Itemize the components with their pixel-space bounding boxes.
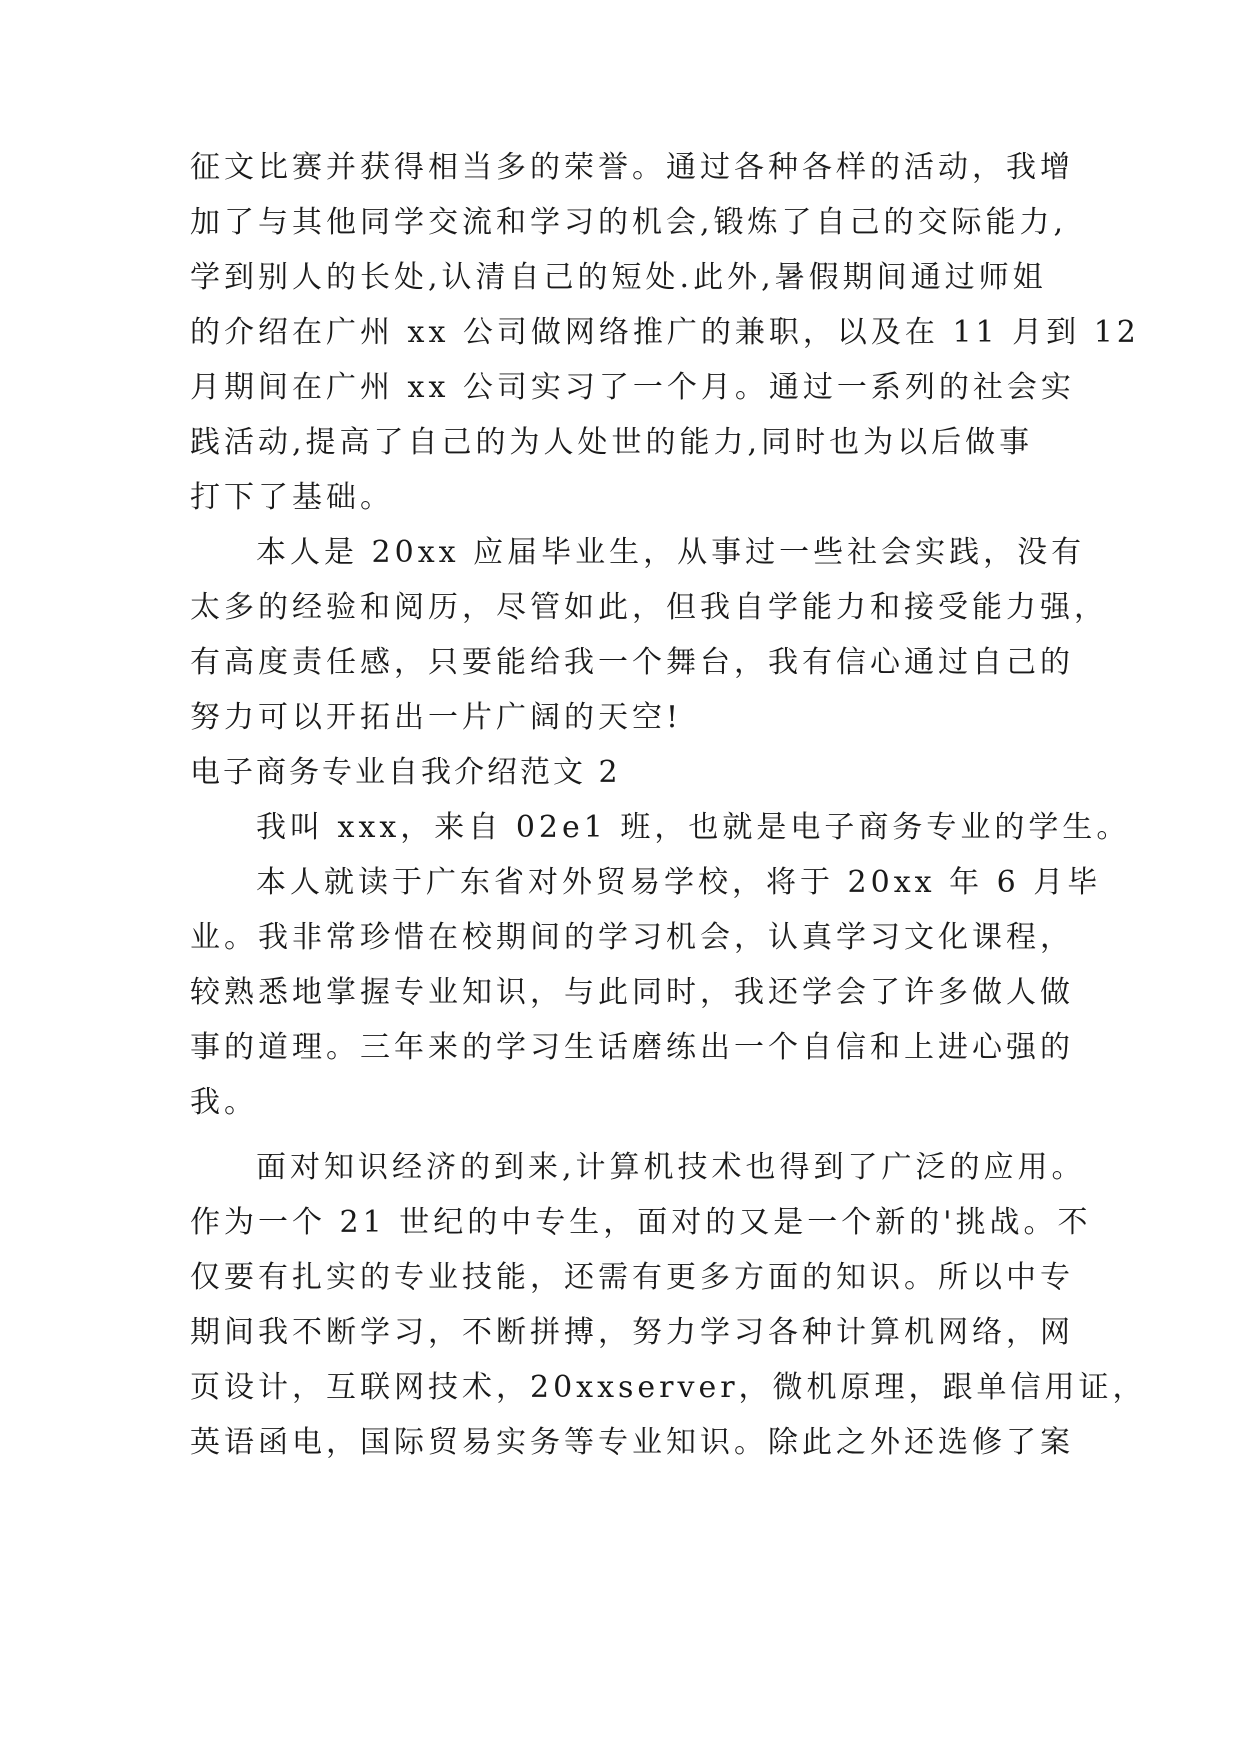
paragraph-line: 本人是 20xx 应届毕业生，从事过一些社会实践，没有 bbox=[256, 535, 1086, 570]
paragraph-line: 的介绍在广州 xx 公司做网络推广的兼职，以及在 11 月到 12 bbox=[190, 315, 1140, 350]
paragraph-line: 有高度责任感，只要能给我一个舞台，我有信心通过自己的 bbox=[190, 645, 1074, 680]
paragraph-line: 仅要有扎实的专业技能，还需有更多方面的知识。所以中专 bbox=[190, 1260, 1074, 1295]
paragraph-line: 征文比赛并获得相当多的荣誉。通过各种各样的活动，我增 bbox=[190, 150, 1074, 185]
paragraph-line: 业。我非常珍惜在校期间的学习机会，认真学习文化课程， bbox=[190, 920, 1074, 955]
paragraph-line: 努力可以开拓出一片广阔的天空! bbox=[190, 700, 683, 735]
paragraph-line: 月期间在广州 xx 公司实习了一个月。通过一系列的社会实 bbox=[190, 370, 1075, 405]
paragraph-line: 页设计，互联网技术，20xxserver，微机原理，跟单信用证， bbox=[190, 1370, 1147, 1405]
paragraph-line: 本人就读于广东省对外贸易学校，将于 20xx 年 6 月毕 bbox=[256, 865, 1102, 900]
paragraph-line: 面对知识经济的到来,计算机技术也得到了广泛的应用。 bbox=[256, 1150, 1086, 1185]
paragraph-line: 加了与其他同学交流和学习的机会,锻炼了自己的交际能力, bbox=[190, 205, 1068, 240]
paragraph-line: 践活动,提高了自己的为人处世的能力,同时也为以后做事 bbox=[190, 425, 1034, 460]
paragraph-line: 作为一个 21 世纪的中专生，面对的又是一个新的'挑战。不 bbox=[190, 1205, 1092, 1240]
paragraph-line: 较熟悉地掌握专业知识，与此同时，我还学会了许多做人做 bbox=[190, 975, 1074, 1010]
paragraph-line: 打下了基础。 bbox=[190, 480, 394, 515]
paragraph-line: 事的道理。三年来的学习生话磨练出一个自信和上进心强的 bbox=[190, 1030, 1074, 1065]
paragraph-line: 我。 bbox=[190, 1085, 258, 1120]
paragraph-line: 我叫 xxx，来自 02e1 班，也就是电子商务专业的学生。 bbox=[256, 810, 1131, 845]
section-heading: 电子商务专业自我介绍范文 2 bbox=[190, 755, 621, 790]
paragraph-line: 期间我不断学习，不断拼搏，努力学习各种计算机网络，网 bbox=[190, 1315, 1074, 1350]
paragraph-line: 太多的经验和阅历，尽管如此，但我自学能力和接受能力强， bbox=[190, 590, 1108, 625]
paragraph-line: 学到别人的长处,认清自己的短处.此外,暑假期间通过师姐 bbox=[190, 260, 1047, 295]
paragraph-line: 英语函电，国际贸易实务等专业知识。除此之外还选修了案 bbox=[190, 1425, 1074, 1460]
